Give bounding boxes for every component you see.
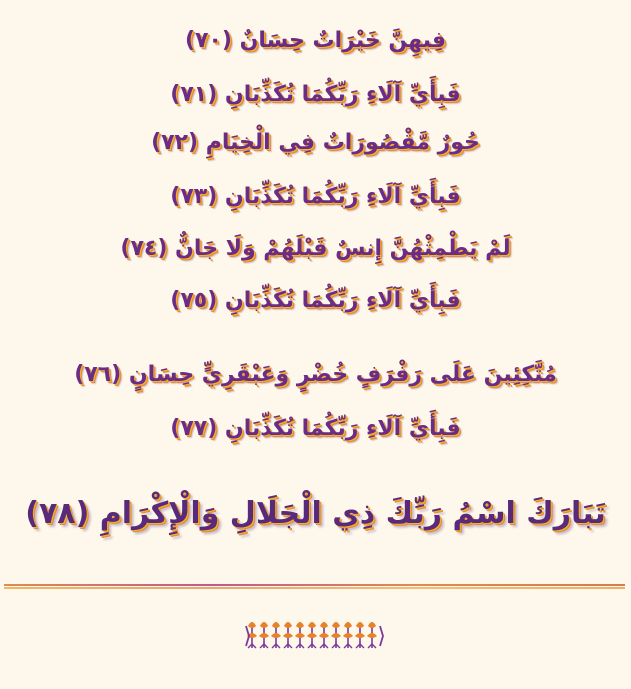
verse-78: تَبَارَكَ اسْمُ رَبِّكَ ذِي الْجَلَالِ وَالْإِكْرَامِ (٧٨) — [25, 496, 606, 531]
verse-72: حُورٌ مَّقْصُورَاتٌ فِي الْخِيَامِ (٧٢) — [151, 130, 480, 155]
section-divider — [4, 584, 625, 590]
verse-73: فَبِأَيِّ آلَاءِ رَبِّكُمَا تُكَذِّبَانِ (٧٣) — [170, 184, 461, 209]
divider-line-bottom — [4, 587, 625, 589]
verse-77: فَبِأَيِّ آلَاءِ رَبِّكُمَا تُكَذِّبَانِ (٧٧) — [170, 416, 461, 441]
verse-71: فَبِأَيِّ آلَاءِ رَبِّكُمَا تُكَذِّبَانِ (٧١) — [170, 82, 461, 107]
verse-70: فِيهِنَّ خَيْرَاتٌ حِسَانٌ (٧٠) — [184, 28, 447, 53]
verse-75: فَبِأَيِّ آلَاءِ رَبِّكُمَا تُكَذِّبَانِ (٧٥) — [170, 288, 461, 313]
verse-74: لَمْ يَطْمِثْهُنَّ إِنسٌ قَبْلَهُمْ وَلَا جَانٌّ (٧٤) — [120, 236, 511, 261]
floral-border-icon — [244, 618, 384, 654]
verse-76: مُتَّكِئِينَ عَلَى رَفْرَفٍ خُضْرٍ وَعَبْقَرِيٍّ حِسَانٍ (٧٦) — [74, 362, 557, 387]
divider-line-top — [4, 584, 625, 586]
